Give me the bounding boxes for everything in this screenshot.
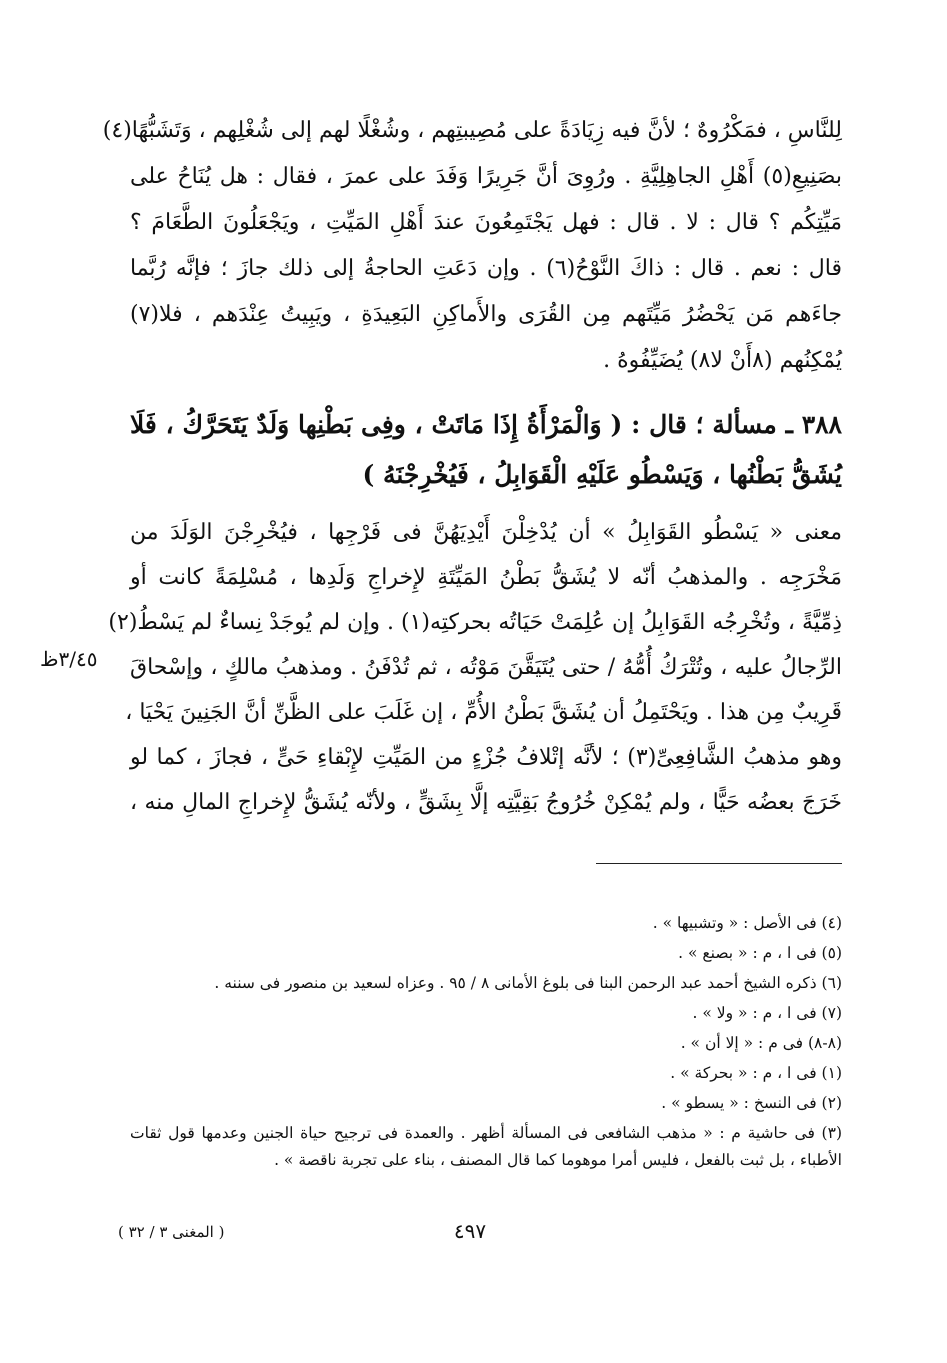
- text-line: يُمْكِنُهم (٨أَنْ لا٨) يُضَيِّفُوهُ .: [603, 348, 842, 373]
- text-line: بصَنِيعِ(٥) أَهْلِ الجاهِلِيَّةِ . ورُوِىَ أنَّ جَرِيرًا وَفَدَ على عمرَ ، فقال : هل يُنَاحُ على: [130, 164, 842, 189]
- text-block-main: [108, 510, 842, 825]
- footnotes: [130, 908, 842, 1173]
- text-line: قَرِيبٌ مِن هذا . ويَحْتَمِلُ أن يُشَقَّ بَطْنُ الأُمِّ ، إن غَلَبَ على الظَّنِّ أنَّ الجَنِينَ يَحْيَا ،: [125, 700, 842, 725]
- footnote: (٦) ذكره الشيخ أحمد عبد الرحمن البنا فى بلوغ الأمانى ٨ / ٩٥ . وعزاه لسعيد بن منصور فى سننه .: [214, 974, 842, 992]
- footnote: (٣) فى حاشية م : « مذهب الشافعى فى المسألة أظهر . والعمدة فى ترجيح حياة الجنين وعدمها قول ثقات: [130, 1124, 842, 1142]
- footnote: (٨-٨) فى م : « إلا أن » .: [680, 1034, 842, 1052]
- printer-signature: ( المغنى ٣ / ٣٢ ): [118, 1223, 225, 1241]
- text-line: الرِّجالُ عليه ، وتُتْرَكُ أُمُّهُ / حتى يُتَيَقَّنَ مَوْتُه ، ثم تُدْفَنُ . ومذهبُ مالكٍ ، وإسْحاقَ: [130, 655, 842, 680]
- text-line: معنى « يَسْطُو القَوَابِلُ » أن يُدْخِلْنَ أَيْدِيَهُنَّ فى فَرْجِها ، فيُخْرِجْنَ الوَلَدَ من: [130, 520, 842, 545]
- heading-line: يُشَقُّ بَطْنُها ، وَيَسْطُو عَلَيْهِ الْقَوَابِلُ ، فَيُخْرِجْنَهُ ): [362, 460, 842, 489]
- footnote-continuation: الأطباء ، بل ثبت بالفعل ، فليس أمرا موهوما كما قال المصنف ، بناء على تجربة ناقصة » .: [274, 1151, 842, 1169]
- text-line: لِلنَّاسِ ، فمَكْرُوهٌ ؛ لأنَّ فيه زِيَادَةً على مُصِيبتِهم ، وشُغْلًا لهم إلى شُغْلِهم ، وَتَشَبُّهًا(٤): [102, 118, 842, 143]
- page-number: ٤٩٧: [453, 1219, 487, 1243]
- footnote: (١) فى ا ، م : « بحركة » .: [670, 1064, 842, 1082]
- text-line: ذِمِّيَّةً ، وتُخْرِجُه القَوَابِلُ إن عُلِمَتْ حَيَاتُه بحركتِه(١) . وإن لم يُوجَدْ نِساءٌ لم يَسْطُ(٢): [108, 610, 842, 635]
- footnote: (٥) فى ا ، م : « بصنع » .: [678, 944, 842, 962]
- text-line: جاءَهم مَن يَحْضُرُ مَيِّتَهم مِن القُرَى والأَماكِنِ البَعِيدَةِ ، ويَبِيتُ عِنْدَهم ، فلا(٧): [130, 302, 842, 327]
- text-line: وهو مذهبُ الشَّافِعِىِّ(٣) ؛ لأنَّه إتْلافُ جُزْءٍ من المَيِّتِ لإِبْقاءِ حَىٍّ ، فجازَ ، كما لو: [130, 745, 842, 770]
- text-block-top: [102, 108, 843, 384]
- footnote: (٢) فى النسخ : « يسطو » .: [661, 1094, 842, 1112]
- text-line: قال : نعم . قال : ذاكَ النَّوْحُ(٦) . وإن دَعَتِ الحاجةُ إلى ذلك جازَ ؛ فإنَّه رُبَّما: [130, 256, 843, 281]
- text-line: مَيِّتِكُم ؟ قال : لا . قال : فهل يَجْتَمِعُونَ عندَ أَهْلِ المَيِّتِ ، ويَجْعَلُونَ الطَّعَامَ ؟: [130, 210, 842, 235]
- text-line: خَرَجَ بعضُه حَيًّا ، ولم يُمْكِنْ خُرُوجُ بَقِيَّتِه إلَّا بِشَقٍّ ، ولأنّه يُشَقُّ لإِخراجِ المالِ منه ،: [130, 790, 842, 815]
- footnote: (٤) فى الأصل : « وتشبيها » .: [652, 914, 842, 932]
- section-heading: [130, 400, 842, 500]
- margin-note: ٣/٤٥ظ: [40, 647, 98, 671]
- footnote: (٧) فى ا ، م : « ولا » .: [692, 1004, 842, 1022]
- text-line: مَخْرَجِه . والمذهبُ أنّه لا يُشَقُّ بَطْنُ المَيِّتَةِ لإِخراجِ وَلَدِها ، مُسْلِمَةً كانت أو: [130, 565, 842, 590]
- footnote-separator: [596, 863, 842, 864]
- heading-line: ٣٨٨ ـ مسألة ؛ قال : ( وَالْمَرْأَةُ إِذَا مَاتَتْ ، وفِى بَطْنِها وَلَدٌ يَتَحَرَّكُ ، فَلَا: [130, 410, 842, 439]
